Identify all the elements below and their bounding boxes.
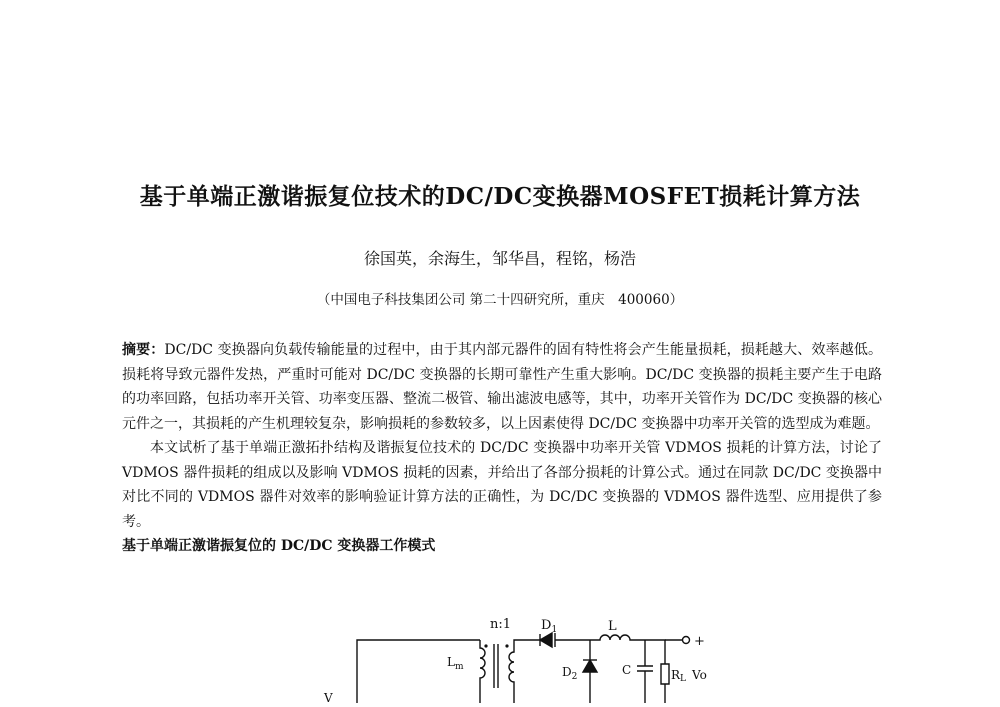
lm-label: $L_m$: [447, 655, 464, 672]
diode-d2: [583, 660, 597, 672]
section-heading: 基于单端正激谐振复位的 DC/DC 变换器工作模式: [122, 538, 436, 554]
output-capacitor: [637, 640, 653, 703]
vin-label: V: [324, 691, 333, 703]
secondary-winding: [509, 640, 540, 703]
paper-affiliation: （中国电子科技集团公司 第二十四研究所，重庆 400060）: [316, 292, 684, 308]
polarity-dot-primary: [484, 644, 487, 647]
circuit-diagram: [300, 616, 730, 703]
abstract-paragraph-2: 本文试析了基于单端正激拓扑结构及谐振复位技术的 DC/DC 变换器中功率开关管 VDMOS 损耗的计算方法，讨论了 VDMOS 器件损耗的组成以及影响 VDMOS 损耗的因素，并给出了各部分损耗的计算公式。通过在同款 DC/DC 变换器中对比不同的 VDMOS 器件对效率的影响验证计算方法的正确性，为 DC/DC 变换器的 VDMOS 器件选型、应用提供了参考。: [122, 440, 882, 530]
output-terminal: [683, 637, 690, 644]
turns-ratio-label: n:1: [490, 617, 512, 632]
d2-label: $D_2$: [562, 665, 578, 682]
output-inductor: [590, 635, 645, 640]
capacitor-label: C: [622, 663, 632, 677]
diode-d1: [540, 633, 552, 647]
polarity-dot-secondary: [505, 644, 508, 647]
paper-body: [122, 338, 882, 559]
circuit-figure: [300, 616, 730, 703]
d1-label: $D_1$: [541, 618, 558, 635]
primary-winding: [480, 640, 485, 703]
inductor-label: L: [608, 619, 617, 634]
abstract-paragraph: [122, 338, 882, 436]
vo-label: Vo: [692, 668, 707, 682]
paper-authors: 徐国英，余海生，邹华昌，程铭，杨浩: [363, 249, 636, 268]
plus-label: +: [694, 634, 705, 649]
paper-title: 基于单端正激谐振复位技术的DC/DC变换器MOSFET损耗计算方法: [139, 183, 861, 210]
abstract-text: DC/DC 变换器向负载传输能量的过程中，由于其内部元器件的固有特性将会产生能量损耗，损耗越大、效率越低。损耗将导致元器件发热，严重时可能对 DC/DC 变换器的长期可靠性产生重大影响。DC/DC 变换器的损耗主要产生于电路的功率回路，包括功率开关管、功率变压器、整流二极管、输出滤波电感等，其中，功率开关管作为 DC/DC 变换器的核心元件之一，其损耗的产生机理较复杂，影响损耗的参数较多，以上因素使得 DC/DC 变换器中功率开关管的选型成为难题。: [122, 342, 882, 432]
abstract-label: 摘要：: [122, 342, 165, 358]
rl-label: RL: [671, 668, 687, 684]
